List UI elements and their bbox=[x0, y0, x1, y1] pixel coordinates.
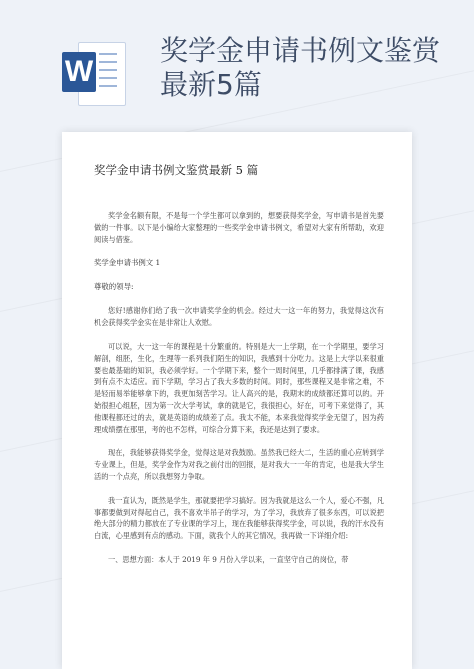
body-paragraph: 可以说，大一这一年的课程是十分繁重的。特别是大一上学期，在一个学期里，要学习解剖，组胚，生化，生理等一系列我们陌生的知识，我感到十分吃力。这是上大学以来很重要也最基础的知识，我必须学好。一个学期下来，整个一周时间里，几乎都排满了课，我感到有点不太适应。而下学期，学习占了我大多数的时间。同时，那些课程又是非常之难，不是轻而易举能够拿下的，我更加刻苦学习。让人高兴的是，我期末的成绩都还算可以的。开始很担心组胚，因为第一次大学考试，拿的就是它，我很担心，好在，可考下来觉得了，其他课程都还过的去，就是英语的成绩差了点。我太不能，本来我觉得奖学金无望了，因为药理成绩摆在那里，考的也不怎样，可综合分算下来，我还是达到了要求。 bbox=[94, 341, 384, 434]
word-badge: W bbox=[62, 52, 96, 92]
body-paragraph: 现在，我能够获得奖学金，觉得这是对我鼓励。虽然我已经大二，生活的重心应转到学专业课上，但是，奖学金作为对我之前付出的回报，是对我大一一年的肯定，也是我大学生活的一个点亮，所以我想努力争取。 bbox=[94, 448, 384, 481]
page-fade bbox=[62, 635, 412, 669]
document-body bbox=[94, 162, 384, 578]
document-page bbox=[62, 132, 412, 669]
body-paragraph: 一、思想方面：本人于 2019 年 9 月份入学以来，一直坚守自己的岗位，带 bbox=[108, 554, 349, 564]
section-heading: 奖学金申请书例文 1 bbox=[94, 258, 161, 268]
header-banner bbox=[0, 0, 474, 130]
intro-paragraph: 奖学金名额有限，不是每一个学生都可以拿到的，想要获得奖学金，写申请书是首先要做的一件事。以下是小编给大家整理的一些奖学金申请书例文，希望对大家有所帮助，欢迎阅读与借鉴。 bbox=[94, 211, 384, 244]
document-title: 奖学金申请书例文鉴赏最新 5 篇 bbox=[94, 163, 259, 177]
word-icon bbox=[62, 42, 124, 108]
salutation: 尊敬的领导: bbox=[94, 282, 134, 292]
page-title: 奖学金申请书例文鉴赏最新5篇 bbox=[160, 34, 441, 101]
body-paragraph: 我一直认为，既然是学生，那就要把学习搞好。因为我就是这么一个人，爱心不强，凡事都要做到对得起自己，我不喜欢半吊子的学习，为了学习，我放弃了很多东西，可以说把绝大部分的精力都放在了专业课的学习上，现在我能够获得奖学金，可以说，我的汗水没有白流，心里感到有点的感动。下面，就我个人的其它情况，我再做一下详细介绍: bbox=[94, 495, 384, 541]
body-paragraph: 您好!感谢你们给了我一次申请奖学金的机会。经过大一这一年的努力，我觉得这次有机会获得奖学金实在是非常让人欢慰。 bbox=[94, 306, 384, 328]
